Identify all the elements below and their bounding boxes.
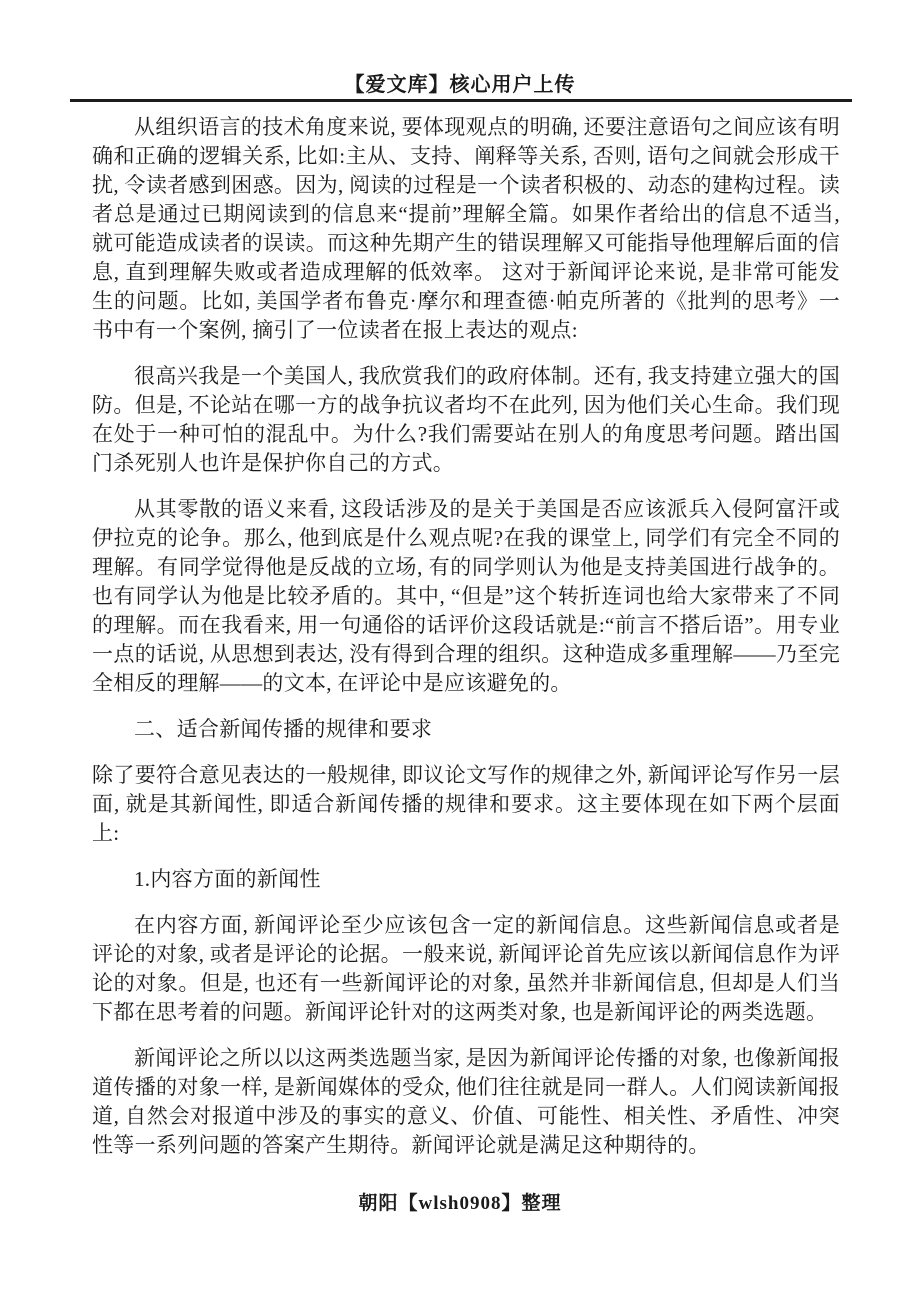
paragraph-quote-american: 很高兴我是一个美国人, 我欣赏我们的政府体制。还有, 我支持建立强大的国防。但是, 不论站在哪一方的战争抗议者均不在此列, 因为他们关心生命。我们现在处于一种可怕的混乱中。为什么?我们需要站在别人的角度思考问题。踏出国门杀死别人也许是保护你自己的方式。 [92, 364, 840, 475]
paragraph-audience-expectation: 新闻评论之所以以这两类选题当家, 是因为新闻评论传播的对象, 也像新闻报道传播的对象一样, 是新闻媒体的受众, 他们往往就是同一群人。人们阅读新闻报道, 自然会对报道中涉及的事实的意义、价值、可能性、相关性、矛盾性、冲突性等一系列问题的答案产生期待。新闻评论就是满足这种期待的。 [92, 1046, 840, 1157]
page-header-text: 【爱文库】核心用户上传 [344, 74, 576, 96]
subsection-heading: 1.内容方面的新闻性 [134, 867, 321, 891]
paragraph-organizing-language: 从组织语言的技术角度来说, 要体现观点的明确, 还要注意语句之间应该有明确和正确的逻辑关系, 比如:主从、支持、阐释等关系, 否则, 语句之间就会形成干扰, 令读者感到困惑。因为, 阅读的过程是一个读者积极的、动态的建构过程。读者总是通过已期阅读到的信息来“提前”理解全篇。如果作者给出的信息不适当, 就可能造成读者的误读。而这种先期产生的错误理解又可能指导他理解后面的信息, 直到理解失败或者造成理解的低效率。 这对于新闻评论来说, 是非常可能发生的问题。比如, 美国学者布鲁克·摩尔和理查德·帕克所著的《批判的思考》一书中有一个案例, 摘引了一位读者在报上表达的观点: [92, 115, 840, 342]
document-body [92, 113, 840, 1177]
paragraph-analysis: 从其零散的语义来看, 这段话涉及的是关于美国是否应该派兵入侵阿富汗或伊拉克的论争。那么, 他到底是什么观点呢?在我的课堂上, 同学们有完全不同的理解。有同学觉得他是反战的立场, 有的同学则认为他是支持美国进行战争的。也有同学认为他是比较矛盾的。其中, “但是”这个转折连词也给大家带来了不同的理解。而在我看来, 用一句通俗的话评价这段话就是:“前言不搭后语”。用专业一点的话说, 从思想到表达, 没有得到合理的组织。这种造成多重理解——乃至完全相反的理解——的文本, 在评论中是应该避免的。 [92, 497, 840, 695]
paragraph-content-newsworthiness: 在内容方面, 新闻评论至少应该包含一定的新闻信息。这些新闻信息或者是评论的对象, 或者是评论的论据。一般来说, 新闻评论首先应该以新闻信息作为评论的对象。但是, 也还有一些新闻评论的对象, 虽然并非新闻信息, 但却是人们当下都在思考着的问题。新闻评论针对的这两类对象, 也是新闻评论的两类选题。 [92, 913, 840, 1024]
header-rule [70, 99, 852, 102]
paragraph-news-rules-intro: 除了要符合意见表达的一般规律, 即议论文写作的规律之外, 新闻评论写作另一层面, 就是其新闻性, 即适合新闻传播的规律和要求。这主要体现在如下两个层面上: [92, 763, 840, 845]
page-footer-text: 朝阳【wlsh0908】整理 [358, 1193, 562, 1214]
section-heading: 二、适合新闻传播的规律和要求 [134, 717, 433, 741]
